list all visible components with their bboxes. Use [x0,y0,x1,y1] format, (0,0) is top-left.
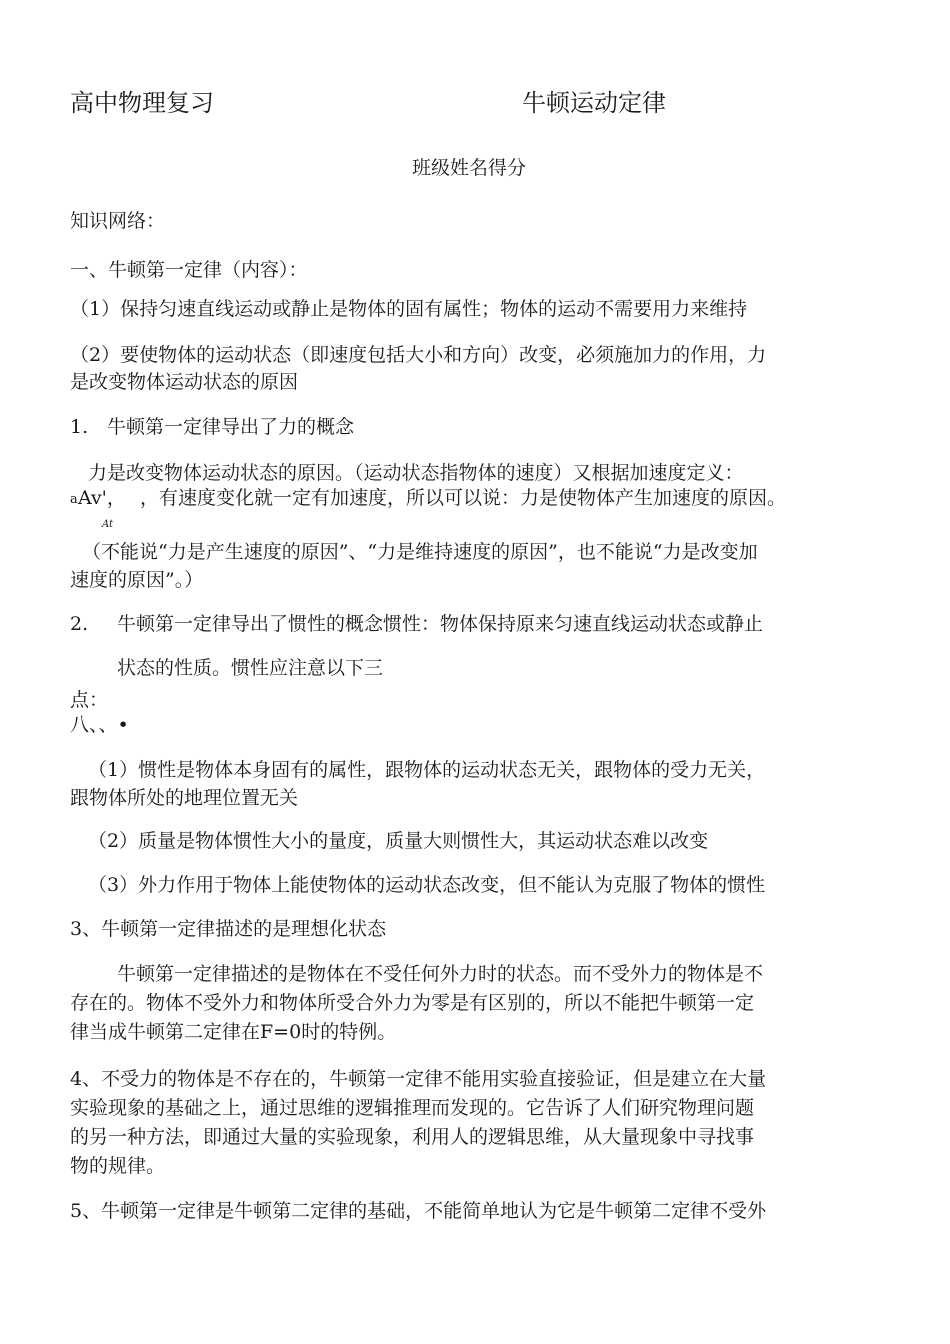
item4-line-1: 4、不受力的物体是不存在的，牛顿第一定律不能用实验直接验证，但是建立在大量 [70,1068,767,1090]
item3-heading: 3、牛顿第一定律描述的是理想化状态 [70,918,387,940]
item4-line-3: 的另一种方法，即通过大量的实验现象，利用人的逻辑思维，从大量现象中寻找事 [70,1126,755,1148]
section1-heading: 一、牛顿第一定律（内容）： [70,259,308,281]
inertia-point-1-line-1: （1）惯性是物体本身固有的属性，跟物体的运动状态无关，跟物体的受力无关， [88,759,766,781]
class-name-score-line: 班级姓名得分 [412,157,527,179]
item2-number: 2. [70,613,89,635]
item5-line-1: 5、牛顿第一定律是牛顿第二定律的基础，不能简单地认为它是牛顿第二定律不受外 [70,1200,767,1222]
item1-note-line-1: （不能说“力是产生速度的原因”、“力是维持速度的原因”，也不能说“力是改变加 [82,541,758,563]
item2-line-1: 牛顿第一定律导出了惯性的概念惯性：物体保持原来匀速直线运动状态或静止 [117,613,764,635]
doc-subject-title: 高中物理复习 [70,89,214,117]
item3-line-3: 律当成牛顿第二定律在F=0时的特例。 [70,1021,397,1043]
formula-denominator: At [102,519,114,530]
doc-topic-title: 牛顿运动定律 [522,89,666,117]
item1-number: 1. [70,416,89,438]
item2-line-2: 状态的性质。惯性应注意以下三 [117,657,384,679]
item4-line-4: 物的规律。 [70,1155,166,1177]
item1-note-line-2: 速度的原因”。） [70,569,204,591]
item2-line-4: 八、、• [70,714,129,736]
paragraph-2-line-2: 是改变物体运动状态的原因 [70,371,299,393]
paragraph-2-line-1: （2）要使物体的运动状态（即速度包括大小和方向）改变，必须施加力的作用，力 [70,344,767,366]
knowledge-network-label: 知识网络： [70,210,166,232]
item2-line-3: 点： [70,689,109,711]
item4-line-2: 实验现象的基础之上，通过思维的逻辑推理而发现的。它告诉了人们研究物理问题 [70,1097,755,1119]
item1-body-line-2: ，有速度变化就一定有加速度，所以可以说：力是使物体产生加速度的原因。 [140,487,787,509]
inertia-point-1-line-2: 跟物体所处的地理位置无关 [70,787,299,809]
item3-line-1: 牛顿第一定律描述的是物体在不受任何外力时的状态。而不受外力的物体是不 [117,963,764,985]
inertia-point-3: （3）外力作用于物体上能使物体的运动状态改变，但不能认为克服了物体的惯性 [88,874,766,896]
item3-line-2: 存在的。物体不受外力和物体所受合外力为零是有区别的，所以不能把牛顿第一定 [70,992,755,1014]
formula-numerator: Av'， [78,487,126,509]
inertia-point-2: （2）质量是物体惯性大小的量度，质量大则惯性大，其运动状态难以改变 [88,830,709,852]
formula-prefix: a [70,492,78,507]
paragraph-1: （1）保持匀速直线运动或静止是物体的固有属性；物体的运动不需要用力来维持 [70,298,748,320]
item1-title: 牛顿第一定律导出了力的概念 [107,416,355,438]
item1-body-line-1: 力是改变物体运动状态的原因。（运动状态指物体的速度）又根据加速度定义： [88,462,744,484]
